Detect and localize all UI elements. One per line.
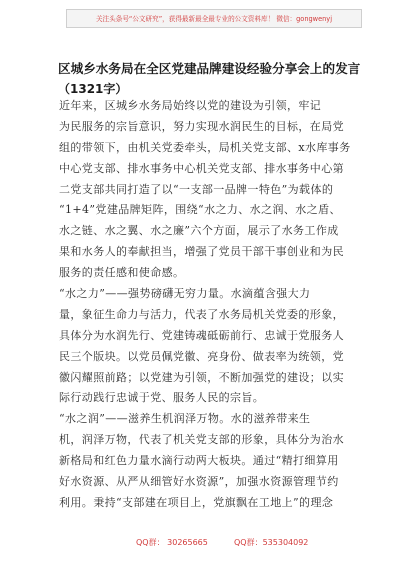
body-line: 际行动践行忠诚于党、服务人民的宗旨。 <box>59 391 265 405</box>
body-line: 为民服务的宗旨意识，努力实现水润民生的目标，在局党 <box>59 119 344 133</box>
body-line: “1+4”党建品牌矩阵，围绕“水之力、水之润、水之盾、 <box>59 203 341 217</box>
body-line: 近年来，区城乡水务局始终以党的建设为引领，牢记 <box>59 99 322 112</box>
body-line: 组的带领下，由机关党委牵头，局机关党支部、x水库事务 <box>59 140 351 154</box>
body-line: 新格局和红色力量水滴行动两大板块。通过“精打细算用 <box>59 454 339 468</box>
document-body <box>59 96 367 514</box>
footer <box>0 536 408 550</box>
qq-group-2: QQ群：535304092 <box>234 538 309 547</box>
body-line: 民三个版块。以党员佩党徽、亮身份、做表率为统领，党 <box>59 349 344 363</box>
body-line: “水之润”——滋养生机润泽万物。水的滋养带来生 <box>59 412 311 426</box>
body-line: 中心党支部、排水事务中心机关党支部、排水事务中心第 <box>59 161 344 175</box>
body-line: 服务的责任感和使命感。 <box>59 266 185 280</box>
body-line: 机，润泽万物，代表了机关党支部的形象，具体分为治水 <box>59 433 344 447</box>
promo-banner: 关注头条号“公文研究”，获得最新最全最专业的公文资料库！ 微信：gongwenyj <box>66 9 362 28</box>
body-line: 量，象征生命力与活力，代表了水务局机关党委的形象， <box>59 307 344 321</box>
body-line: 徽闪耀照前路；以党建为引领，不断加强党的建设；以实 <box>59 370 344 384</box>
body-line: 果和水务人的奉献担当，增强了党员干部干事创业和为民 <box>59 245 344 259</box>
body-line: 利用。秉持“支部建在项目上，党旗飘在工地上”的理念 <box>59 495 334 509</box>
body-line: 具体分为水润先行、党建铸魂砥砺前行、忠诚于党服务人 <box>59 328 344 342</box>
body-line: 水之链、水之翼、水之廉”六个方面，展示了水务工作成 <box>59 224 339 238</box>
body-line: 二党支部共同打造了以“一支部一品牌一特色”为载体的 <box>59 182 334 196</box>
body-line: “水之力”——强势磅礴无穷力量。水滴蕴含强大力 <box>59 287 311 301</box>
word-count: （1321字） <box>58 82 128 96</box>
body-line: 好水资源、从严从细管好水资源”，加强水资源管理节约 <box>59 475 339 489</box>
document-title: 区城乡水务局在全区党建品牌建设经验分享会上的发言 <box>58 61 361 76</box>
qq-group-1: QQ群： 30265665 <box>136 538 208 547</box>
